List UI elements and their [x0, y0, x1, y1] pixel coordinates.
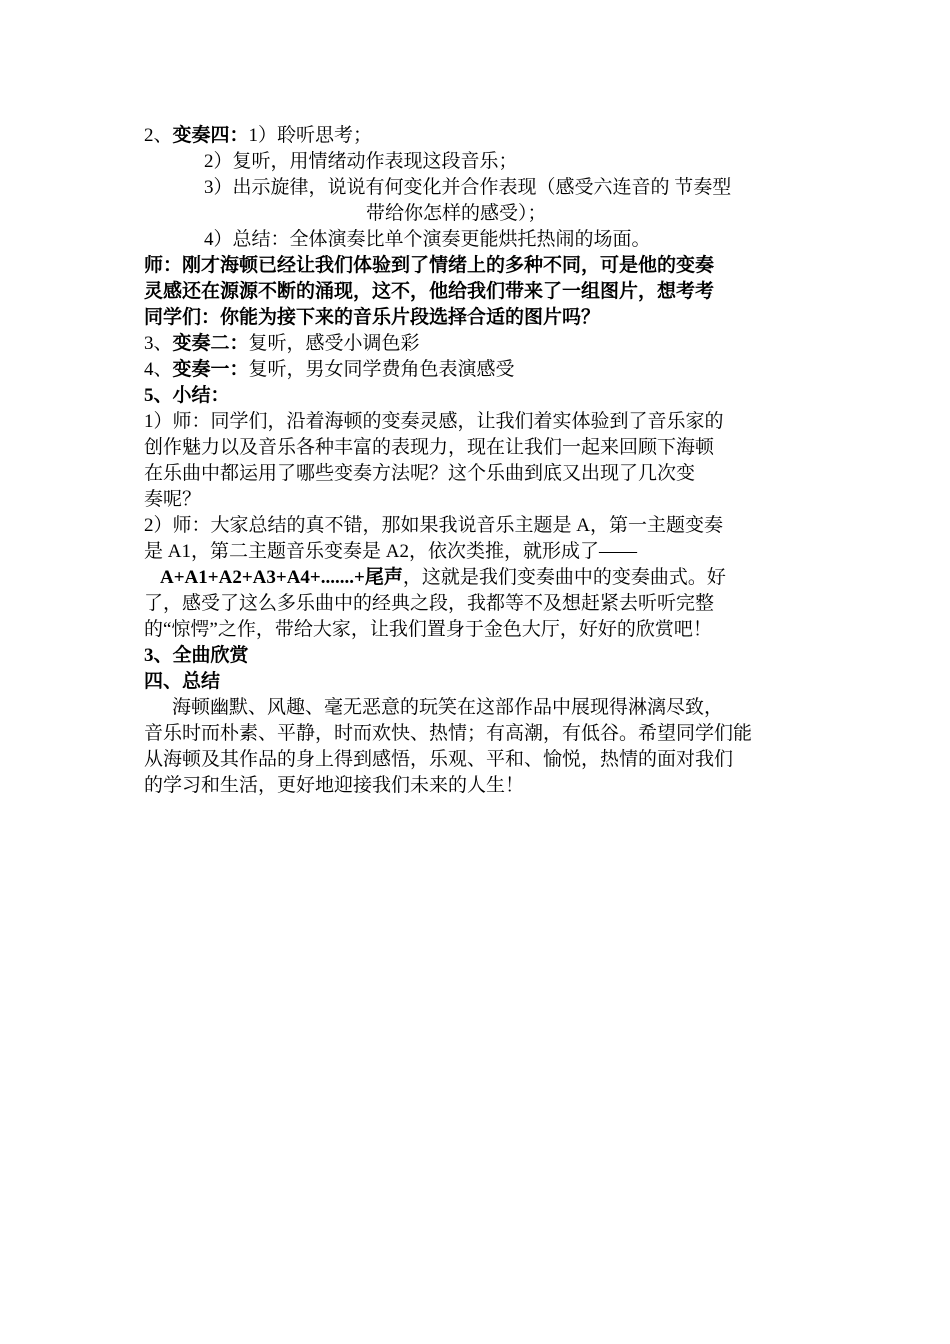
step-text: 带给你怎样的感受）；: [366, 203, 547, 224]
line-step-3: [204, 175, 731, 201]
paragraph-text: 创作魅力以及音乐各种丰富的表现力，现在让我们一起来回顾下海顿: [144, 437, 715, 458]
variation-heading: 变奏二：: [172, 333, 249, 354]
list-number: 3、: [144, 333, 173, 354]
teacher-text: 师：刚才海顿已经让我们体验到了情绪上的多种不同，可是他的变奏: [144, 255, 715, 276]
heading-text: 3、全曲欣赏: [144, 645, 249, 666]
paragraph-text: 奏呢？: [144, 489, 202, 510]
list-number: 4、: [144, 359, 173, 380]
conclusion-heading: [144, 669, 220, 695]
paragraph-text: 在乐曲中都运用了哪些变奏方法呢？这个乐曲到底又出现了几次变: [144, 463, 696, 484]
summary-heading: [144, 383, 230, 409]
conclusion-line-1: [172, 695, 723, 721]
conclusion-line-2: [144, 721, 752, 747]
paragraph-text: 的“惊愕”之作，带给大家，让我们置身于金色大厅，好好的欣赏吧！: [144, 619, 712, 640]
line-step-2: [204, 149, 518, 175]
variation-heading: 变奏一：: [172, 359, 249, 380]
paragraph-text: 是 A1，第二主题音乐变奏是 A2，依次类推，就形成了——: [144, 541, 637, 562]
variation-heading: 变奏四：: [172, 125, 249, 146]
teacher-text: 同学们：你能为接下来的音乐片段选择合适的图片吗？: [144, 307, 601, 328]
line-variation-two: [144, 331, 420, 357]
summary-para-2-line-3: [160, 565, 726, 591]
summary-para-2-line-5: [144, 617, 712, 643]
step-text: 复听，感受小调色彩: [248, 333, 420, 354]
step-text: 3）出示旋律，说说有何变化并合作表现（感受六连音的 节奏型: [204, 177, 732, 198]
conclusion-line-3: [144, 747, 733, 773]
conclusion-line-4: [144, 773, 524, 799]
line-step-4: [204, 227, 651, 253]
step-text: 1）聆听思考；: [248, 125, 373, 146]
summary-para-2-line-4: [144, 591, 714, 617]
paragraph-text: 了，感受了这么多乐曲中的经典之段，我都等不及想赶紧去听听完整: [144, 593, 715, 614]
paragraph-text: ，这就是我们变奏曲中的变奏曲式。好: [402, 567, 726, 588]
summary-para-1-line-3: [144, 461, 695, 487]
step-text: 复听，男女同学费角色表演感受: [248, 359, 515, 380]
step-text: 2）复听，用情绪动作表现这段音乐；: [204, 151, 518, 172]
summary-para-1-line-4: [144, 487, 201, 513]
teacher-line-2: [144, 279, 714, 305]
form-formula: A+A1+A2+A3+A4+.......+尾声: [160, 567, 403, 588]
summary-para-1-line-2: [144, 435, 714, 461]
summary-para-2-line-2: [144, 539, 637, 565]
step-text: 4）总结：全体演奏比单个演奏更能烘托热闹的场面。: [204, 229, 651, 250]
line-variation-four: [144, 123, 372, 149]
list-number: 2、: [144, 125, 173, 146]
teacher-text: 灵感还在源源不断的涌现，这不，他给我们带来了一组图片，想考考: [144, 281, 715, 302]
paragraph-text: 音乐时而朴素、平静，时而欢快、热情；有高潮，有低谷。希望同学们能: [144, 723, 753, 744]
line-variation-one: [144, 357, 515, 383]
paragraph-text: 的学习和生活，更好地迎接我们未来的人生！: [144, 775, 525, 796]
paragraph-text: 从海顿及其作品的身上得到感悟，乐观、平和、愉悦，热情的面对我们: [144, 749, 734, 770]
heading-text: 5、小结：: [144, 385, 230, 406]
summary-para-2-line-1: [144, 513, 723, 539]
teacher-line-1: [144, 253, 714, 279]
paragraph-text: 2）师：大家总结的真不错，那如果我说音乐主题是 A，第一主题变奏: [144, 515, 723, 536]
teacher-line-3: [144, 305, 600, 331]
paragraph-text: 海顿幽默、风趣、毫无恶意的玩笑在这部作品中展现得淋漓尽致，: [172, 697, 724, 718]
paragraph-text: 1）师：同学们，沿着海顿的变奏灵感，让我们着实体验到了音乐家的: [144, 411, 724, 432]
line-step-3-continued: [366, 201, 547, 227]
heading-text: 四、总结: [144, 671, 221, 692]
full-listening-heading: [144, 643, 249, 669]
summary-para-1-line-1: [144, 409, 724, 435]
